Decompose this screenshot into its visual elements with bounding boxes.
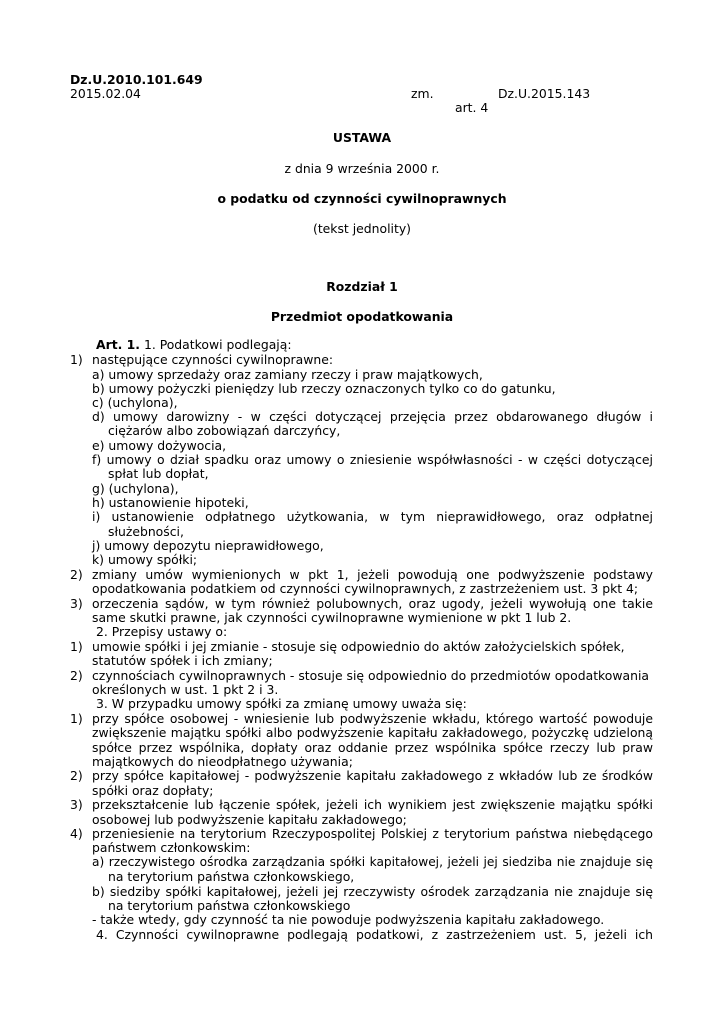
point-text: przy spółce kapitałowej - podwyższenie kapitału zakładowego z wkładów lub ze środków <box>92 768 653 783</box>
subpoint-text: f) umowy o dział spadku oraz umowy o zniesienie współwłasności - w części dotyczącej <box>92 452 653 467</box>
point-number: 2) <box>70 567 83 582</box>
point-number: 2) <box>70 768 83 783</box>
act-subject: o podatku od czynności cywilnoprawnych <box>217 191 507 206</box>
amendment-label: zm. <box>411 86 434 101</box>
point-continuation: zwiększenie majątku spółki albo podwyższenie kapitału zakładowego, pożyczkę udzieloną <box>92 725 653 740</box>
amendment-reference: Dz.U.2015.143 <box>498 86 591 101</box>
point-continuation: określonych w ust. 1 pkt 2 i 3. <box>92 682 279 697</box>
chapter-name: Przedmiot opodatkowania <box>270 309 454 324</box>
subpoint-text: g) (uchylona), <box>92 481 179 496</box>
subpoint-text: i) ustanowienie odpłatnego użytkowania, w tym nieprawidłowego, oraz odpłatnej <box>92 509 653 524</box>
act-date: z dnia 9 września 2000 r. <box>284 161 440 176</box>
consolidation-date: 2015.02.04 <box>70 86 141 101</box>
point-continuation: państwem członkowskim: <box>92 840 251 855</box>
amendment-article: art. 4 <box>455 100 489 115</box>
point-continuation: osobowej lub podwyższenie kapitału zakładowego; <box>92 812 407 827</box>
paragraph-text: 3. W przypadku umowy spółki za zmianę umowy uważa się: <box>96 696 467 711</box>
point-continuation: spółki oraz dopłaty; <box>92 783 214 798</box>
subpoint-text: k) umowy spółki; <box>92 552 198 567</box>
paragraph-text: 1. Podatkowi podlegają: <box>143 337 292 352</box>
subpoint-text: d) umowy darowizny - w części dotyczącej przejęcia przez obdarowanego długów i <box>92 409 653 424</box>
subpoint-text: b) umowy pożyczki pieniędzy lub rzeczy oznaczonych tylko co do gatunku, <box>92 381 556 396</box>
subpoint-text: b) siedziby spółki kapitałowej, jeżeli jej rzeczywisty ośrodek zarządzania nie znajduje się <box>92 884 653 899</box>
paragraph-text: 4. Czynności cywilnoprawne podlegają podatkowi, z zastrzeżeniem ust. 5, jeżeli ich <box>96 927 653 942</box>
journal-reference: Dz.U.2010.101.649 <box>70 72 203 87</box>
closing-clause: - także wtedy, gdy czynność ta nie powoduje podwyższenia kapitału zakładowego. <box>92 912 605 927</box>
article-label: Art. 1. <box>96 337 140 352</box>
subpoint-text: c) (uchylona), <box>92 395 178 410</box>
point-number: 1) <box>70 711 83 726</box>
subpoint-continuation: służebności, <box>108 524 184 539</box>
point-continuation: same skutki prawne, jak czynności cywilnoprawne wymienione w pkt 1 lub 2. <box>92 610 572 625</box>
article-heading <box>96 337 292 352</box>
subpoint-text: h) ustanowienie hipoteki, <box>92 495 249 510</box>
point-text: przekształcenie lub łączenie spółek, jeżeli ich wynikiem jest zwiększenie majątku spółki <box>92 797 653 812</box>
point-text: orzeczenia sądów, w tym również polubownych, oraz ugody, jeżeli wywołują one takie <box>92 596 653 611</box>
subpoint-continuation: na terytorium państwa członkowskiego, <box>108 869 355 884</box>
subpoint-continuation: na terytorium państwa członkowskiego <box>108 898 351 913</box>
point-continuation: majątkowych do nieodpłatnego używania; <box>92 754 353 769</box>
point-text: umowie spółki i jej zmianie - stosuje się odpowiednio do aktów założycielskich spółek, <box>92 639 625 654</box>
subpoint-continuation: spłat lub dopłat, <box>108 466 209 481</box>
point-text: przeniesienie na terytorium Rzeczypospolitej Polskiej z terytorium państwa niebędącego <box>92 826 653 841</box>
subpoint-continuation: ciężarów albo zobowiązań darczyńcy, <box>108 423 341 438</box>
chapter-number: Rozdział 1 <box>326 279 398 294</box>
point-text: następujące czynności cywilnoprawne: <box>92 352 334 367</box>
point-number: 3) <box>70 797 83 812</box>
subpoint-text: e) umowy dożywocia, <box>92 438 227 453</box>
paragraph-text: 2. Przepisy ustawy o: <box>96 624 228 639</box>
point-number: 3) <box>70 596 83 611</box>
point-text: zmiany umów wymienionych w pkt 1, jeżeli powodują one podwyższenie podstawy <box>92 567 653 582</box>
point-number: 1) <box>70 352 83 367</box>
subpoint-text: a) rzeczywistego ośrodka zarządzania spółki kapitałowej, jeżeli jej siedziba nie znajduje się <box>92 855 653 869</box>
point-number: 1) <box>70 639 83 654</box>
subpoint-text: j) umowy depozytu nieprawidłowego, <box>92 538 324 553</box>
point-continuation: opodatkowania podatkiem od czynności cywilnoprawnych, z zastrzeżeniem ust. 3 pkt 4; <box>92 581 639 596</box>
point-text: przy spółce osobowej - wniesienie lub podwyższenie wkładu, którego wartość powoduje <box>92 711 653 726</box>
act-title: USTAWA <box>332 130 392 145</box>
point-continuation: spółce przez wspólnika, dopłaty oraz oddanie przez wspólnika spółce rzeczy lub praw <box>92 740 653 755</box>
consolidated-text-note: (tekst jednolity) <box>312 221 412 236</box>
point-number: 2) <box>70 668 83 683</box>
point-number: 4) <box>70 826 83 841</box>
point-continuation: statutów spółek i ich zmiany; <box>92 653 273 668</box>
point-text: czynnościach cywilnoprawnych - stosuje się odpowiednio do przedmiotów opodatkowania <box>92 668 649 683</box>
subpoint-text: a) umowy sprzedaży oraz zamiany rzeczy i praw majątkowych, <box>92 367 483 382</box>
